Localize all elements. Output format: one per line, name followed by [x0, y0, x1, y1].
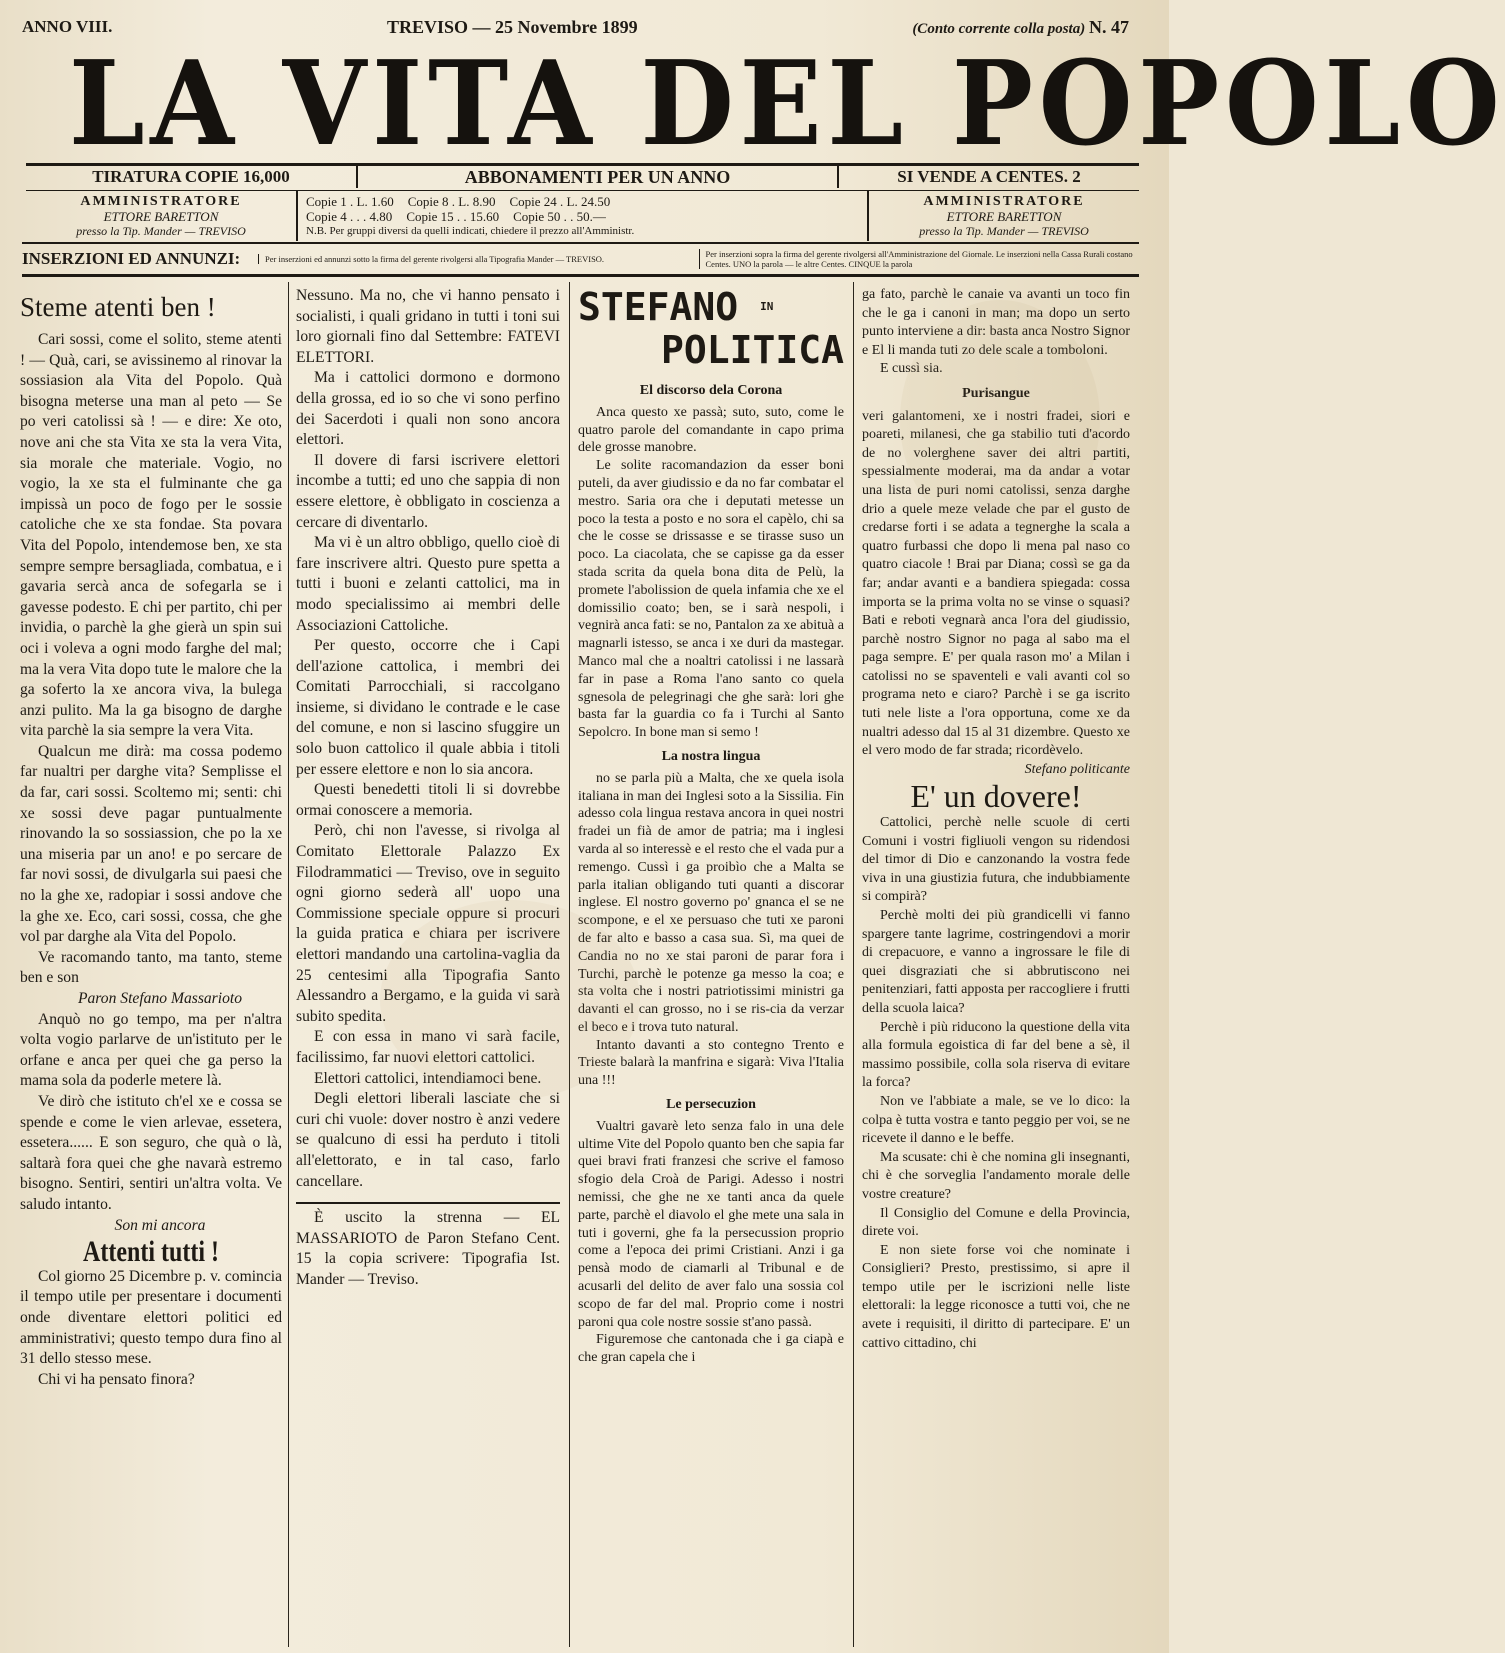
column-rule: [569, 282, 570, 1647]
price-per-copy: SI VENDE A CENTES. 2: [897, 167, 1081, 186]
paragraph: È uscito la strenna — EL MASSARIOTO de Paron Stefano Cent. 15 la copia scrivere: Tipografia Ist. Mander — Treviso.: [296, 1209, 560, 1288]
paragraph: Nessuno. Ma no, che vi hanno pensato i socialisti, i quali gridano in tutti i toni sui loro giornali fino dal Settembre: FATEVI ELETTORI.: [296, 287, 560, 366]
paragraph: Ve dirò che istituto ch'el xe e cossa se spende e come le vien arlevae, essetera, essetera...... E son seguro, che quà o là, saltarà fora quei che ghe navarà estremo bisogno. Sentiri, sentiri un'altra volta. Ve saludo intanto.: [20, 1092, 282, 1213]
paragraph: Il Consiglio del Comune e della Provincia, direte voi.: [862, 1205, 1130, 1240]
admin-name: ETTORE BARETTON: [946, 209, 1062, 224]
paragraph: Qualcun me dirà: ma cossa podemo far nualtri per darghe vita? Semplisse el da far, cari sossi. Scoltemo mi; senti: chi xe sossi deve pagar puntualmente rinovando la so sossiassion, che po la xe una miseria par un ano! e po sercare de far novi sossi, de divulgarla sui paesi che no la ghe xe, radopiar i sossi andove che la ghe xe. Eco, cari sossi, cossa, che ghe vol par darghe ala Vita del Popolo.: [20, 742, 282, 946]
paragraph: Ma i cattolici dormono e dormono della grossa, ed io so che vi sono perfino dei Sacerdoti i quali non sono ancora elettori.: [296, 369, 560, 449]
info-bar: [26, 166, 1139, 188]
paragraph: Figuremose che cantonada che i ga ciapà e che gran capela che i: [578, 1332, 844, 1366]
paragraph: Ve racomando tanto, ma tanto, steme ben e son: [20, 948, 282, 987]
price-item: Copie 50 . . 50.—: [513, 209, 606, 224]
column-1: [20, 286, 282, 1641]
price-item: Copie 1 . L. 1.60: [306, 194, 394, 209]
admin-place: presso la Tip. Mander — TREVISO: [76, 224, 246, 238]
paragraph: Cattolici, perchè nelle scuole di certi Comuni i vostri figliuoli vengon su ridendosi del timor di Dio e canzonando la vostra fede viva in una giustizia futura, che indubbiamente si compirà?: [862, 815, 1130, 905]
issue-info: [912, 17, 1129, 38]
paragraph: Ma scusate: chi è che nomina gli insegnanti, chi è che sorveglia l'andamento morale delle vostre creature?: [862, 1149, 1130, 1202]
admin-name: ETTORE BARETTON: [103, 209, 219, 224]
price-item: Copie 8 . L. 8.90: [407, 194, 496, 209]
inserzioni-right: Per inserzioni sopra la firma del gerente rivolgersi all'Amministrazione del Giornale. Le inserzioni nella Cassa Rurali costano Centes. UNO la parola — le altre Centes. CINQUE la parola: [699, 249, 1140, 269]
inserzioni-left: Per inserzioni ed annunzi sotto la firma del gerente rivolgersi alla Tipografia Mander — TREVISO.: [258, 254, 699, 264]
admin-title: AMMINISTRATORE: [80, 194, 242, 209]
strenna-notice: [296, 1202, 560, 1290]
paragraph: E con essa in mano vi sarà facile, facilissimo, far nuovi elettori cattolici.: [296, 1028, 560, 1066]
price-item: Copie 15 . . 15.60: [406, 209, 500, 224]
paragraph: veri galantomeni, xe i nostri fradei, siori e poareti, milanesi, che ga stabilio tuti d'acordo de no volerghene saver dei altri partiti, spessialmente moderai, ma da andar a votar una lista de puri nomi catolissi, senza darghe drio a quele meze velade che par el gusto de credarse forti i se adata a tegnerghe la scala a quatro furbassi che dopo li mena pal naso co quatro ciacole ! Brai par Diana; cossì se ga da far; andar avanti e a bandiera spiegada: cossa importa se la prima volta no se vinse o squasi? Bati e reboti vegnarà anca l'ora del giudissio, parchè nostro Signor no paga al sabo ma el paga sempre. E' per quala rason mo' a Milan i catolissi no se spaventeli e vali avanti col so programa neto e ciaro? Parchè i se ga iscrito tuti nele liste a l'ora opportuna, come xe da nualtri adesso dal 15 al 31 dizembre. Questo xe el vero modo de far strada; ricordèvelo.: [862, 408, 1130, 759]
paragraph: Cari sossi, come el solito, steme atenti ! — Quà, cari, se avissinemo al rinovar la sossiasion ala Vita del Popolo. Quà bisogna meterse una man al peto — Se po veri catolissi sà ! — e dire: Xe oto, nove ani che sta Vita xe sta la vera Vita, sia morale che materiale. Vogio, no vogio, la xe sta el fulminante che ga impissà un poco de fogo per le sossie catoliche che xe sta fondae. Sta povara Vita del Popolo, intendemose ben, xe sta sempre sempre bersagliada, combatua, e i gavaria sercà anca de sofegarla se i gavesse podesto. E chi per partito, chi per invidia, o parchè la ghe gierà un spin sui oci i voleva a ogni modo farghe del mal; ma la vera Vita dopo tute le malore che la ga soferto la xe ancora viva, la bulega anzi pulito. Ma la ga bisogno de darghe vita parchè la sia sempre la vera Vita.: [20, 331, 282, 740]
prices-note: N.B. Per gruppi diversi da quelli indicati, chiedere il prezzo all'Amministr.: [306, 225, 635, 237]
conto: (Conto corrente colla posta): [912, 20, 1086, 37]
dateline: TREVISO — 25 Novembre 1899: [387, 16, 638, 37]
article-title: E' un dovere!: [910, 778, 1082, 815]
subheading: Le persecuzion: [666, 1097, 756, 1113]
paragraph: Degli elettori liberali lasciate che si curi chi vuole: dover nostro è anzi vedere se qualcuno di essi ha perduto i titoli all'elettorato, e in tal caso, farlo cancellare.: [296, 1090, 560, 1190]
paragraph: Chi vi ha pensato finora?: [38, 1370, 195, 1388]
paragraph: Vualtri gavarè leto senza falo in una dele ultime Vite del Popolo quanto ben che sapia far quei bravi frati franzesi che scrive el famoso sfogio dela Croà de Parigi. Adesso i nostri nemissi, che ghe ne xe tanti anca da quele parte, parchè el diavolo el ghe mete una sala in tuti i governi, ghe fa la persecussion proprio come a l'epoca dei primi Cristiani. Anzi i ga pensà modo de ciamarli al Tribunal e de acusarli del delito de aver falo una sossia col scopo de far del mal. Proprio come i nostri paroni qua cole nostre sossie st'ano passà.: [578, 1118, 844, 1330]
admin-box-left: [26, 191, 296, 241]
column-title: [578, 286, 844, 328]
admin-row: [26, 190, 1139, 241]
subheading: Purisangue: [962, 385, 1030, 401]
paragraph: Ma vi è un altro obbligo, quello cioè di fare inscrivere altri. Questo pure spetta a tutti i buoni e zelanti cattolici, ma in modo specialissimo ai membri delle Associazioni Cattoliche.: [296, 534, 560, 634]
inserzioni-row: [22, 242, 1139, 277]
paragraph: Le solite racomandazion da esser boni puteli, da aver giudissio e da no far combatar el mestro. Saria ora che i deputati metesse un poco la testa a posto e no sora el capèlo, chi sa che le cosse se drissasse e se tirasse suso un poco. La ciacolata, che se capisse ga da esser stada scrita da quela bona dita de Pelù, la promete l'abolission de quela infamia che xe el domissilio coato; ben, se i sarà nespoli, i vegnirà anca fati: se no, Pantalon za xe abituà a magnarli istesso, se anca i xe duri da mastegar. Manco mal che a noaltri catolissi i ne lassarà far in pase a Roma l'ano santo co quela sgnesola de pelegrinagi che ghe sarà: lori ghe basta far la guardia co fa i Turchi al Santo Sepolcro. In bone man si semo !: [578, 458, 844, 741]
column-rule: [853, 282, 854, 1647]
paragraph: Elettori cattolici, intendiamoci bene.: [314, 1069, 542, 1087]
paragraph: E cussì sia.: [880, 361, 943, 377]
paragraph: Però, chi non l'avesse, si rivolga al Comitato Elettorale Palazzo Ex Filodrammatici — Treviso, ove in seguito ogni giorno sederà all' uopo una Commissione speciale oppure si procuri la guida pratica e chiara per iscrivere elettori mandando una cartolina-vaglia da 25 centesimi alla Tipografia Santo Alessandro a Bergamo, e la guida vi sarà subito spedita.: [296, 822, 560, 1025]
price-item: Copie 24 . L. 24.50: [509, 194, 611, 209]
signature: Paron Stefano Massarioto: [77, 990, 243, 1007]
prices-row: [306, 209, 859, 224]
subscription-prices: [296, 191, 869, 241]
column-rule: [288, 282, 289, 1647]
paragraph: Anca questo xe passà; suto, suto, come le quatro parole del comandante in capo prima dele grosse manobre.: [578, 404, 844, 456]
article-title: Attenti tutti !: [83, 1235, 219, 1269]
paragraph: Non ve l'abbiate a male, se ve lo dico: la colpa è tutta vostra e tanto peggio per voi, se ne ricevete il danno e le beffe.: [862, 1093, 1130, 1147]
admin-place: presso la Tip. Mander — TREVISO: [919, 224, 1089, 238]
title-politica: POLITICA: [660, 328, 844, 372]
paragraph: Anquò no go tempo, ma per n'altra volta vogio parlarve de un'istituto per le orfane e anca per quei che ga perso la mama sola da poderle metere là.: [20, 1010, 282, 1090]
paragraph: no se parla più a Malta, che xe quela isola italiana in man dei Inglesi soto a la Sissilia. Fin adesso cola lingua restava ancora in quei nostri fradei un fià de amor de patria; ma i inglesi varda al so interessè e el resto che el vada pur a remengo. Cussì i ga proibìo che a Malta se parla italian obligando tuti quanti a discorar inglese. El nostro governo po' gnanca el se ne scompone, e el xe persuaso che tuti xe paroni de far alto e basso a casa sua. Sì, ma quei de Candia no no xe stai paroni de parar fora i Turchi, parchè le potenze ga messo la coa; e sta volta che i nostri patriotissimi ministri ga davanti el can grosso, no i se ris-cia da verzar el beco e i trova tuto natural.: [578, 770, 844, 1035]
paragraph: E non siete forse voi che nominate i Consiglieri? Presto, prestissimo, si apre il tempo utile per le iscrizioni nelle liste elettorali: la legge riconosce a tutti voi, che ne avete i requisiti, il diritto di partecipare. E' un cattivo cittadino, chi: [862, 1242, 1130, 1351]
masthead-title: LA VITA DEL POPOLO: [68, 36, 1505, 172]
column-3: [578, 286, 844, 1641]
paragraph: Per questo, occorre che i Capi dell'azione cattolica, i membri dei Comitati Parrocchiali, si raccolgano insieme, si dividano le contrade e le case del comune, e non si lascino sfuggire un solo buon cattolico il quale abbia i titoli per essere elettore e non lo sia ancora.: [296, 637, 560, 778]
title-stefano: STEFANO: [578, 285, 739, 329]
paragraph: Intanto davanti a sto contegno Trento e Trieste balarà la manfrina e sigarà: Viva l'Italia una !!!: [578, 1037, 844, 1089]
paragraph: Il dovere di farsi iscrivere elettori incombe a tutti; ed uno che sappia di non essere elettore, è obbligato in coscienza a cercare di diventarlo.: [296, 451, 560, 531]
paragraph: ga fato, parchè le canaie va avanti un toco fin che le ga i canoni in man; ma dopo un serto punto interviene a dir: basta anca Nostro Signor e El li manda tuti zo dele scale a tomboloni.: [862, 287, 1130, 358]
inserzioni-label: INSERZIONI ED ANNUNZI:: [22, 249, 241, 268]
column-4: [862, 286, 1130, 1641]
subheading: La nostra lingua: [661, 748, 761, 764]
prices-row: [306, 194, 859, 209]
abbonamenti: ABBONAMENTI PER UN ANNO: [358, 166, 839, 188]
title-in: IN: [760, 300, 774, 313]
tiratura: TIRATURA COPIE 16,000: [26, 166, 358, 188]
column-2: [296, 286, 560, 1641]
admin-title: AMMINISTRATORE: [923, 194, 1085, 209]
issue-number: N. 47: [1088, 16, 1129, 37]
article-title: Steme atenti ben !: [20, 292, 216, 322]
anno: ANNO VIII.: [22, 17, 113, 36]
admin-box-right: [869, 191, 1139, 241]
subheading: El discorso dela Corona: [639, 383, 783, 398]
signature: Stefano politicante: [1024, 761, 1130, 777]
price-item: Copie 4 . . . 4.80: [306, 209, 393, 224]
paragraph: Perchè molti dei più grandicelli vi fanno spargere tante lagrime, costringendovi a morir di crepacuore, e vanno a ingrossare le file di quei disgraziati che si abbrutiscono nei penitenziari, fatti apposta per raccogliere i frutti della scuola laica?: [862, 908, 1130, 1016]
paragraph: Perchè i più riducono la questione della vita alla formula egoistica di far del bene a sè, il massimo possibile, colla sola riserva di evitare la forca?: [862, 1019, 1130, 1091]
signature: Son mi ancora: [114, 1216, 206, 1234]
paragraph: Col giorno 25 Dicembre p. v. comincia il tempo utile per presentare i documenti onde diventare elettori politici ed amministrativi; questo tempo dura fino al 31 dello stesso mese.: [20, 1267, 282, 1368]
paragraph: Questi benedetti titoli li si dovrebbe ormai conoscere a memoria.: [296, 781, 560, 819]
